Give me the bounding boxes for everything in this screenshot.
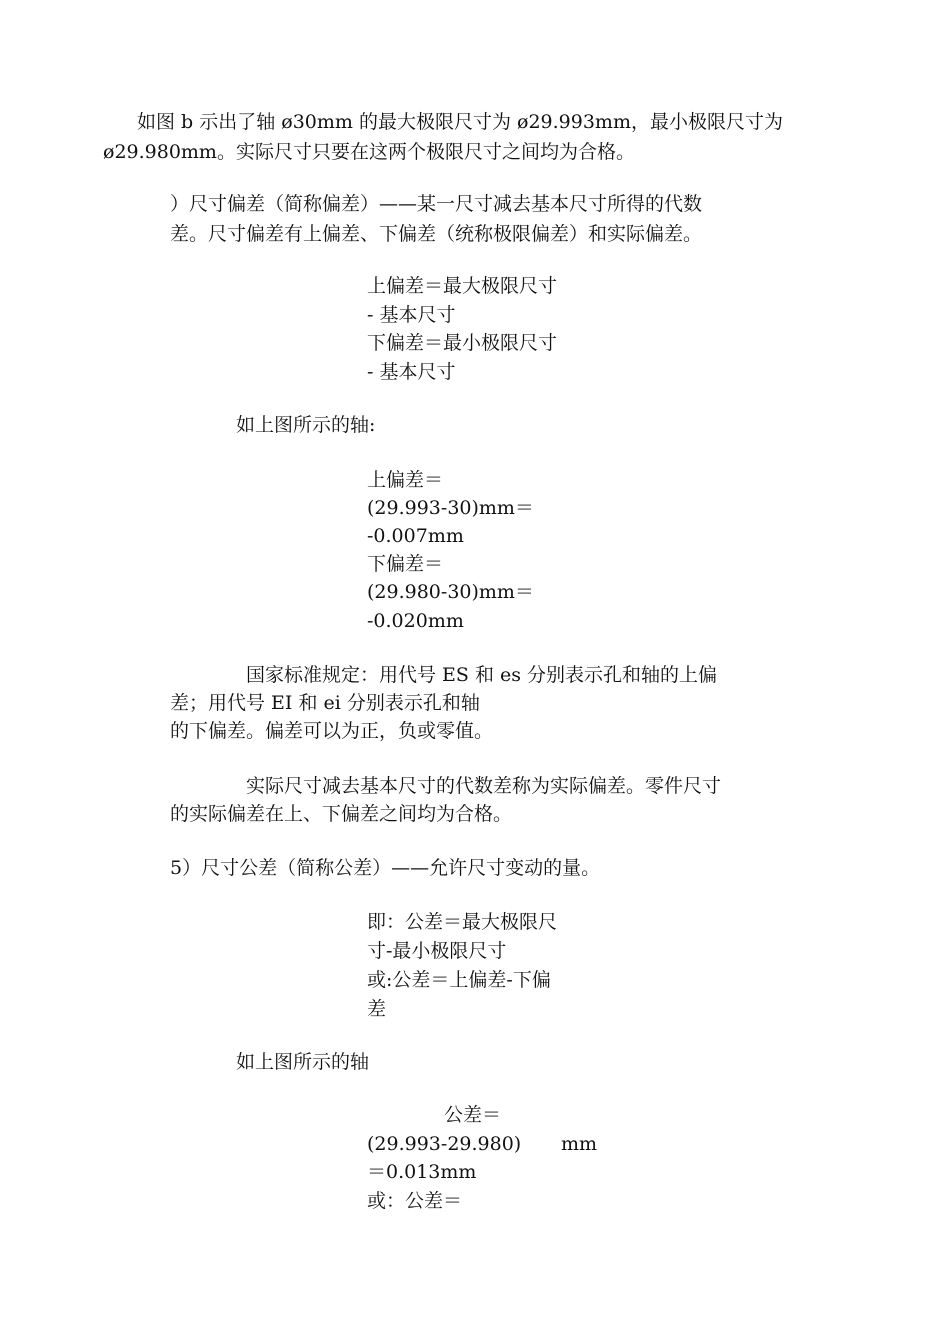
section-5-heading: 5）尺寸公差（简称公差）——允许尺寸变动的量。 (170, 857, 601, 879)
example-deviation-line-2: (29.993-30)mm＝ (367, 497, 534, 519)
formula-tolerance-line-2: 寸-最小极限尺寸 (367, 940, 507, 962)
formula-tolerance-line-1: 即：公差＝最大极限尺 (367, 911, 558, 933)
example-intro-1: 如上图所示的轴: (236, 414, 376, 436)
paragraph-3-line-3: 的下偏差。偏差可以为正，负或零值。 (170, 720, 494, 742)
example-deviation-line-5: (29.980-30)mm＝ (367, 581, 534, 603)
example-tolerance-unit: mm (561, 1133, 598, 1155)
paragraph-3-line-2: 差；用代号 EI 和 ei 分别表示孔和轴 (170, 692, 480, 714)
paragraph-2-line-2: 差。尺寸偏差有上偏差、下偏差（统称极限偏差）和实际偏差。 (170, 223, 703, 245)
example-intro-2: 如上图所示的轴 (236, 1051, 370, 1073)
example-deviation-line-1: 上偏差＝ (367, 469, 444, 491)
paragraph-3-line-1: 国家标准规定：用代号 ES 和 es 分别表示孔和轴的上偏 (246, 664, 718, 686)
example-deviation-line-4: 下偏差＝ (367, 553, 444, 575)
formula-tolerance-line-4: 差 (367, 998, 387, 1020)
paragraph-2-line-1: ）尺寸偏差（简称偏差）——某一尺寸减去基本尺寸所得的代数 (170, 193, 703, 215)
example-tolerance-line-2: (29.993-29.980) (367, 1133, 522, 1155)
formula-deviation-line-4: - 基本尺寸 (367, 361, 456, 383)
example-deviation-line-6: -0.020mm (367, 610, 464, 632)
example-tolerance-line-3: ＝0.013mm (367, 1161, 477, 1183)
example-deviation-line-3: -0.007mm (367, 525, 464, 547)
formula-deviation-line-2: - 基本尺寸 (367, 304, 456, 326)
paragraph-4-line-1: 实际尺寸减去基本尺寸的代数差称为实际偏差。零件尺寸 (246, 775, 722, 797)
formula-deviation-line-1: 上偏差＝最大极限尺寸 (367, 275, 558, 297)
formula-tolerance-line-3: 或:公差＝上偏差-下偏 (367, 969, 551, 991)
example-tolerance-line-1: 公差＝ (444, 1104, 502, 1126)
paragraph-1-line-1: 如图 b 示出了轴 ø30mm 的最大极限尺寸为 ø29.993mm，最小极限尺寸为 (137, 111, 783, 133)
paragraph-4-line-2: 的实际偏差在上、下偏差之间均为合格。 (170, 803, 513, 825)
paragraph-1-line-2: ø29.980mm。实际尺寸只要在这两个极限尺寸之间均为合格。 (103, 141, 635, 163)
example-tolerance-line-4: 或：公差＝ (367, 1190, 463, 1212)
formula-deviation-line-3: 下偏差＝最小极限尺寸 (367, 332, 558, 354)
